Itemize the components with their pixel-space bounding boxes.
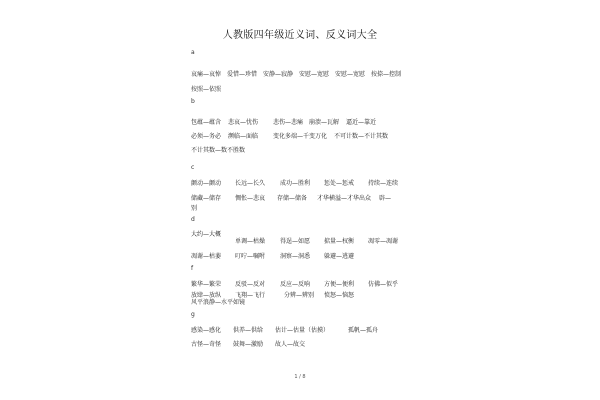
word-pair: 崩溃—瓦解 <box>309 119 340 126</box>
word-pair: 存储—储备 <box>277 195 308 202</box>
word-pair: 不计其数—数不胜数 <box>191 147 246 154</box>
word-pair: 古怪—奇怪 <box>191 341 222 348</box>
word-pair: 惆怅—悲哀 <box>235 195 266 202</box>
section-letter-a: a <box>191 49 195 56</box>
word-pair: 凋零—凋谢 <box>368 238 399 245</box>
word-pair: 悲伤—悲痛 <box>273 119 304 126</box>
word-pair: 凋谢—枯萎 <box>191 253 222 260</box>
word-pair: 包蕴—蕴含 <box>191 119 222 126</box>
word-pair: 估计—估量（估摸） <box>275 327 330 334</box>
word-pair: 洞察—洞悉 <box>280 253 311 260</box>
word-pair: 孤帆—孤舟 <box>348 327 379 334</box>
word-pair: 愤怒—恼怒 <box>324 292 355 299</box>
word-pair: 反应—反响 <box>280 281 311 288</box>
word-pair: 躲避—逃避 <box>324 253 355 260</box>
word-pair: 储藏—储存 <box>191 195 222 202</box>
word-pair: 得逞—如愿 <box>280 238 311 245</box>
word-pair: 逼近—靠近 <box>346 119 377 126</box>
word-pair: 才华横溢—才华出众 <box>317 195 372 202</box>
word-pair: 悲哀—忧伤 <box>228 119 259 126</box>
word-pair: 供养—供给 <box>233 327 264 334</box>
word-pair: 感染—感化 <box>191 327 222 334</box>
section-letter-b: b <box>191 98 195 105</box>
section-letter-g: g <box>191 311 195 318</box>
word-pair: 掂量—权衡 <box>324 238 355 245</box>
word-pair: 风平浪静—水平如镜 <box>191 299 246 306</box>
word-pair: 安慰—宽慰 <box>335 71 366 78</box>
word-pair: 哀痛—哀悼 <box>191 71 222 78</box>
page-number: 1 / 8 <box>294 374 306 380</box>
word-pair: 方便—便利 <box>324 281 355 288</box>
word-pair: 不可计数—不计其数 <box>334 133 389 140</box>
word-pair: 仿佛—似乎 <box>368 281 399 288</box>
word-pair: 变化多端—千变万化 <box>273 133 328 140</box>
word-pair: 分辨—辨别 <box>284 292 315 299</box>
word-pair: 放肆—放纵 <box>191 292 222 299</box>
word-pair: 飞翔—飞行 <box>235 292 266 299</box>
word-pair: 反驳—反对 <box>235 281 266 288</box>
word-pair: 别 <box>191 205 198 212</box>
word-pair: 颤动—颤动 <box>191 180 222 187</box>
word-pair: 按照—依照 <box>191 86 222 93</box>
section-letter-f: f <box>191 265 194 272</box>
word-pair: 辟— <box>379 195 392 202</box>
word-pair: 必须—务必 <box>191 133 222 140</box>
word-pair: 单调—枯燥 <box>235 238 266 245</box>
word-pair: 故人—故交 <box>275 341 306 348</box>
word-pair: 惩处—惩戒 <box>324 180 355 187</box>
word-pair: 爱惜—珍惜 <box>227 71 258 78</box>
section-letter-c: c <box>191 164 195 171</box>
word-pair: 叮咛—嘱咐 <box>235 253 266 260</box>
word-pair: 大约—大概 <box>191 231 222 238</box>
section-letter-d: d <box>191 216 195 223</box>
word-pair: 按捺—控制 <box>371 71 402 78</box>
word-pair: 安静—寂静 <box>263 71 294 78</box>
word-pair: 持续—连续 <box>368 180 399 187</box>
word-pair: 鼓舞—激励 <box>233 341 264 348</box>
word-pair: 成功—胜利 <box>280 180 311 187</box>
word-pair: 濒临—面临 <box>228 133 259 140</box>
word-pair: 安慰—宽慰 <box>299 71 330 78</box>
word-pair: 繁华—繁荣 <box>191 281 222 288</box>
word-pair: 长远—长久 <box>235 180 266 187</box>
page-title: 人教版四年级近义词、反义词大全 <box>222 30 378 41</box>
